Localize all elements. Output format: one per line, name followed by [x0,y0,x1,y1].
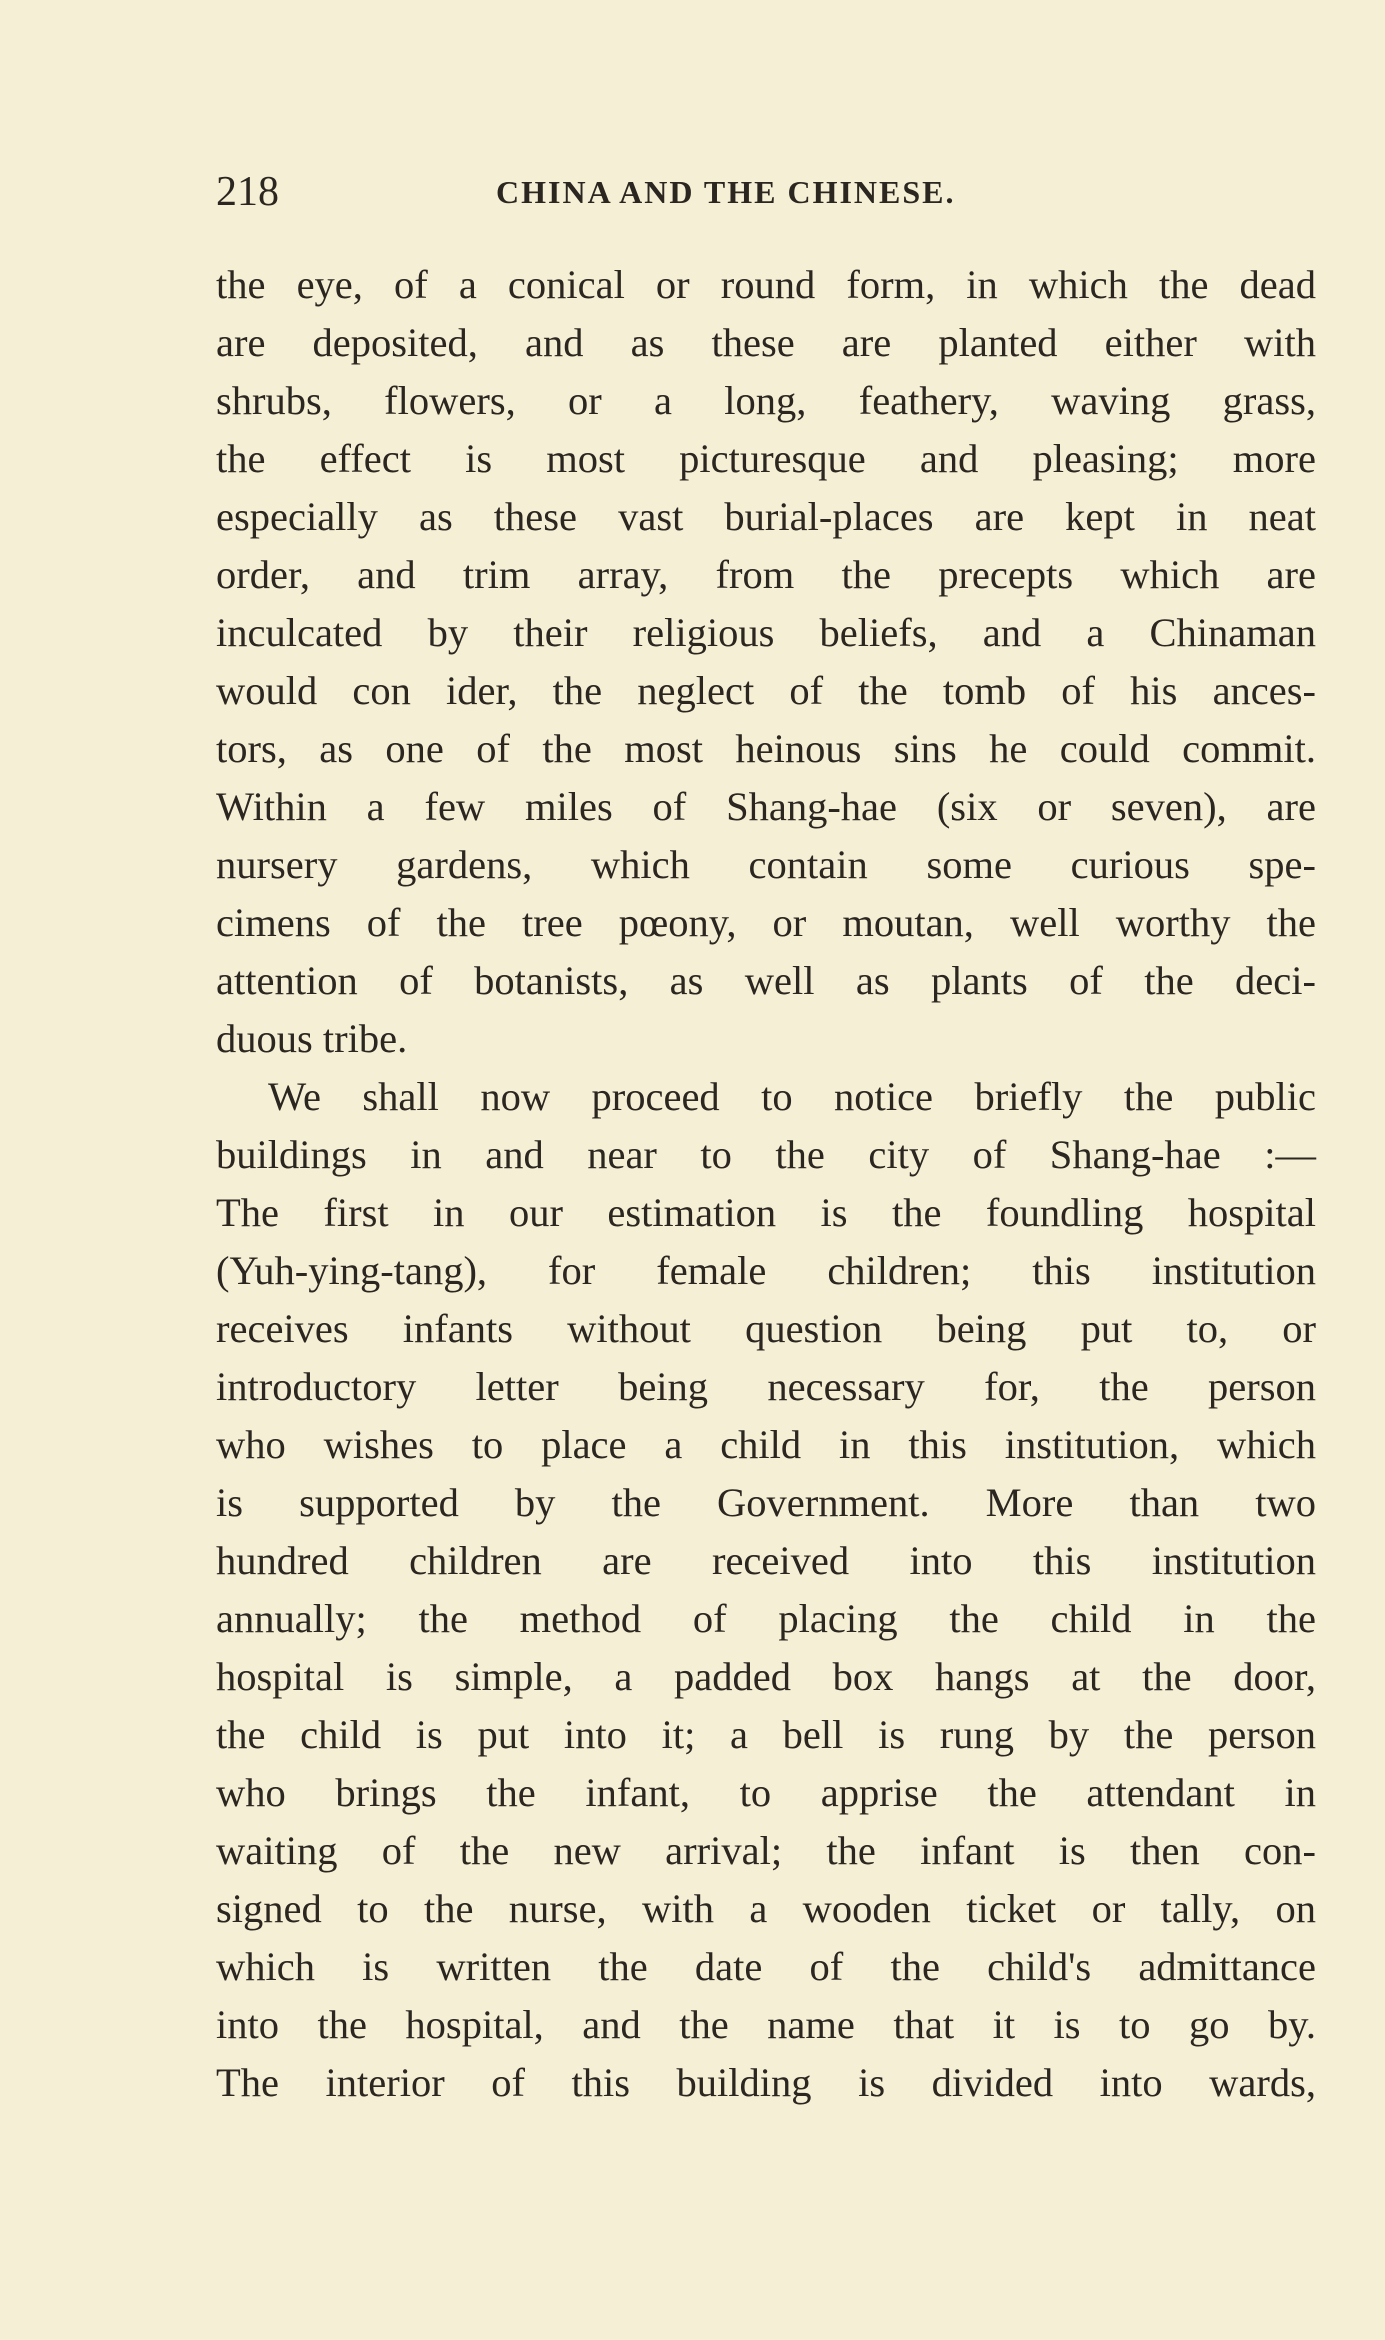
text-line: who wishes to place a child in this institution, which [216,1422,1316,1467]
text-line: hospital is simple, a padded box hangs at the door, [216,1654,1316,1699]
text-line: We shall now proceed to notice briefly the public [268,1074,1316,1119]
text-line: the child is put into it; a bell is rung by the person [216,1712,1316,1757]
text-line: is supported by the Government. More than two [216,1480,1316,1525]
page-number: 218 [216,169,279,215]
text-line: Within a few miles of Shang-hae (six or seven), are [216,784,1316,829]
text-line: especially as these vast burial-places are kept in neat [216,494,1316,539]
text-line: duous tribe. [216,1016,408,1061]
text-line: The interior of this building is divided into wards, [216,2060,1316,2105]
text-line: shrubs, flowers, or a long, feathery, waving grass, [216,378,1316,423]
page-header [216,168,1316,218]
text-line: annually; the method of placing the child in the [216,1596,1316,1641]
text-line: cimens of the tree pœony, or moutan, well worthy the [216,900,1316,945]
body-text [216,256,1316,2112]
text-line: waiting of the new arrival; the infant is then con- [216,1828,1316,1873]
text-line: would con ider, the neglect of the tomb of his ances- [216,668,1316,713]
running-title: CHINA AND THE CHINESE. [496,174,956,210]
text-line: which is written the date of the child's admittance [216,1944,1316,1989]
text-line: the effect is most picturesque and pleasing; more [216,436,1316,481]
text-line: into the hospital, and the name that it is to go by. [216,2002,1316,2047]
text-line: inculcated by their religious beliefs, and a Chinaman [216,610,1316,655]
text-line: The first in our estimation is the foundling hospital [216,1190,1316,1235]
text-line: signed to the nurse, with a wooden ticket or tally, on [216,1886,1316,1931]
text-line: attention of botanists, as well as plants of the deci- [216,958,1316,1003]
text-line: are deposited, and as these are planted either with [216,320,1316,365]
text-line: order, and trim array, from the precepts which are [216,552,1316,597]
text-line: receives infants without question being put to, or [216,1306,1316,1351]
text-line: the eye, of a conical or round form, in which the dead [216,262,1316,307]
text-line: tors, as one of the most heinous sins he could commit. [216,726,1316,771]
text-line: who brings the infant, to apprise the attendant in [216,1770,1316,1815]
text-line: buildings in and near to the city of Shang-hae :— [216,1132,1316,1177]
text-line: nursery gardens, which contain some curious spe- [216,842,1316,887]
text-line: introductory letter being necessary for, the person [216,1364,1316,1409]
text-line: (Yuh-ying-tang), for female children; this institution [216,1248,1316,1293]
text-line: hundred children are received into this institution [216,1538,1316,1583]
